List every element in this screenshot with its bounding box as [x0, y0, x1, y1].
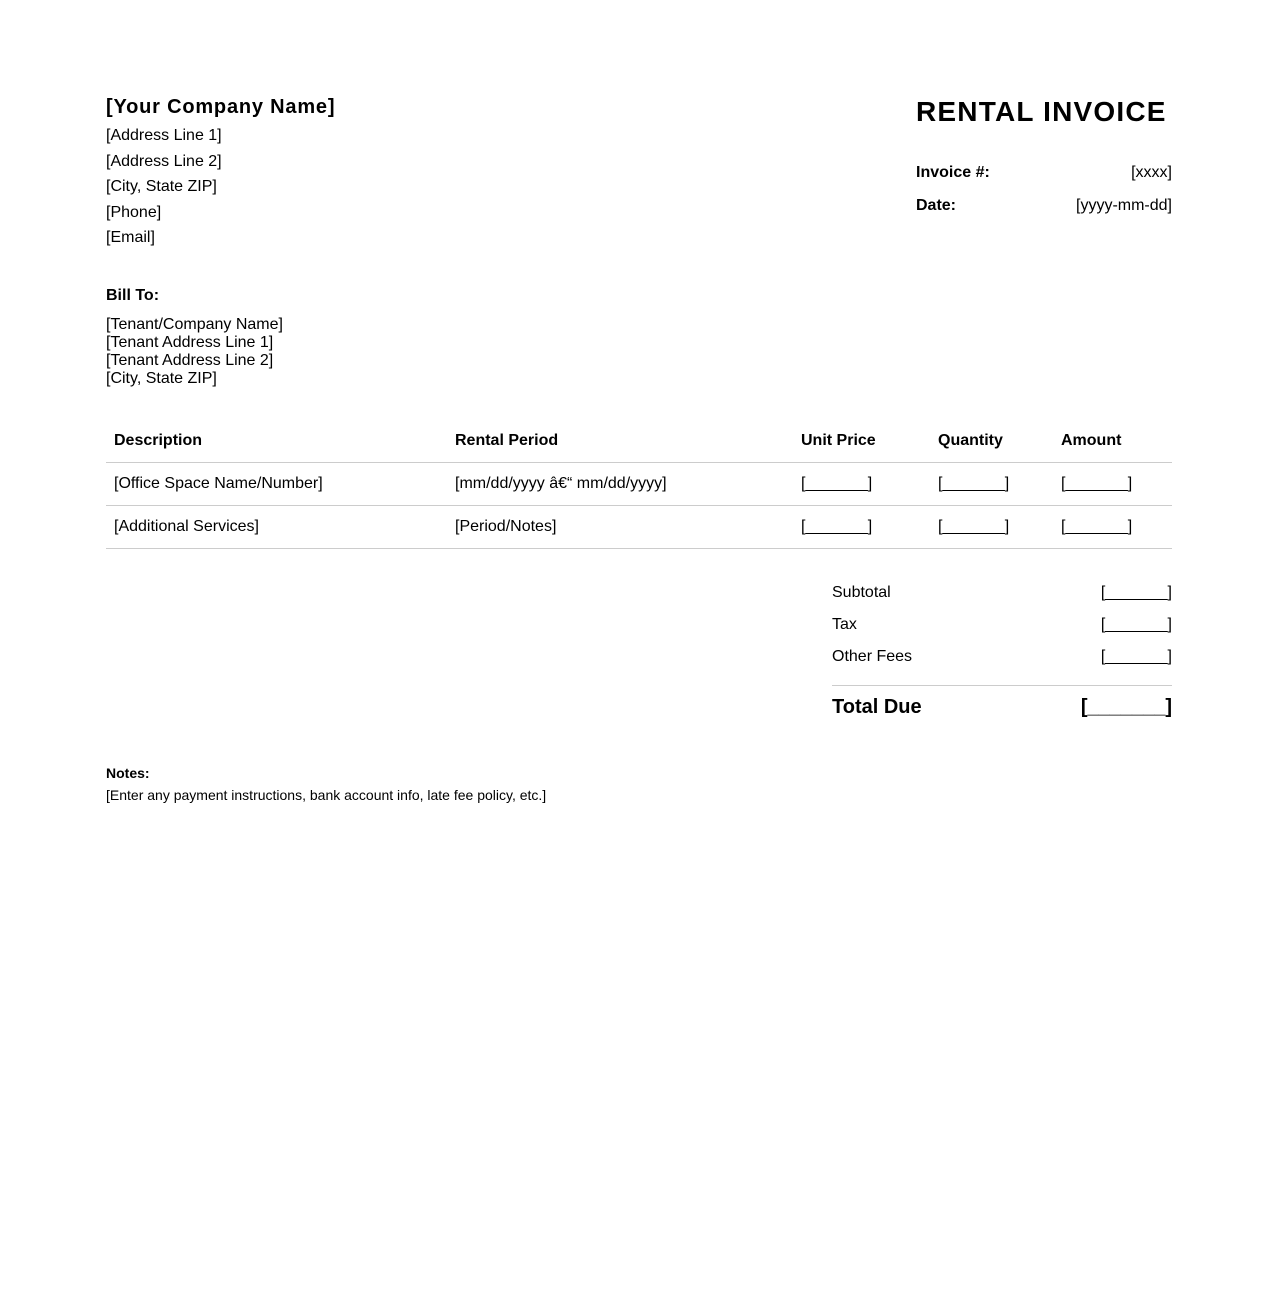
bill-to-address	[106, 316, 283, 388]
invoice-date-value: [yyyy-mm-dd]	[1076, 197, 1172, 214]
tenant-city-state-zip: [City, State ZIP]	[106, 370, 217, 387]
company-address-line-2: [Address Line 2]	[106, 153, 222, 170]
other-fees-value: [_______]	[1100, 648, 1172, 665]
total-due-label: Total Due	[832, 696, 922, 718]
invoice-number-label: Invoice #:	[916, 164, 990, 181]
cell-amount: [_______]	[1053, 463, 1172, 506]
other-fees-label: Other Fees	[832, 648, 913, 665]
invoice-number-value: [xxxx]	[1131, 164, 1172, 181]
cell-rental-period: [Period/Notes]	[447, 506, 793, 549]
cell-description: [Office Space Name/Number]	[106, 463, 447, 506]
subtotal-label: Subtotal	[832, 584, 891, 601]
cell-quantity: [_______]	[930, 463, 1053, 506]
header-amount: Amount	[1061, 431, 1122, 449]
cell-unit-price: [_______]	[793, 463, 930, 506]
company-city-state-zip: [City, State ZIP]	[106, 178, 217, 195]
other-fees-row	[832, 648, 1172, 680]
tenant-name: [Tenant/Company Name]	[106, 316, 283, 333]
table-row	[106, 506, 1172, 549]
subtotal-value: [_______]	[1100, 584, 1172, 601]
cell-description: [Additional Services]	[106, 506, 447, 549]
company-phone: [Phone]	[106, 204, 162, 221]
tenant-address-line-2: [Tenant Address Line 2]	[106, 352, 274, 369]
cell-rental-period: [mm/dd/yyyy â€“ mm/dd/yyyy]	[447, 463, 793, 506]
bill-to-label: Bill To:	[106, 287, 160, 304]
total-due-value: [_______]	[1080, 696, 1172, 718]
table-row	[106, 463, 1172, 506]
header-description: Description	[114, 431, 203, 449]
cell-unit-price: [_______]	[793, 506, 930, 549]
tax-value: [_______]	[1100, 616, 1172, 633]
header-unit-price: Unit Price	[801, 431, 876, 449]
company-email: [Email]	[106, 229, 155, 246]
notes-text: [Enter any payment instructions, bank account info, late fee policy, etc.]	[106, 787, 547, 803]
cell-quantity: [_______]	[930, 506, 1053, 549]
totals-divider	[832, 685, 1172, 686]
invoice-date-label: Date:	[916, 197, 957, 214]
subtotal-row	[832, 584, 1172, 616]
line-items-table	[106, 419, 1172, 549]
cell-amount: [_______]	[1053, 506, 1172, 549]
company-address-line-1: [Address Line 1]	[106, 127, 222, 144]
company-name: [Your Company Name]	[106, 96, 336, 118]
table-header-row	[106, 419, 1172, 463]
header-rental-period: Rental Period	[455, 431, 559, 449]
invoice-title: RENTAL INVOICE	[916, 96, 1167, 127]
tax-row	[832, 616, 1172, 648]
header-quantity: Quantity	[938, 431, 1003, 449]
notes-label: Notes:	[106, 765, 150, 781]
totals-section	[832, 584, 1172, 719]
total-due-row	[832, 696, 1172, 719]
tenant-address-line-1: [Tenant Address Line 1]	[106, 334, 274, 351]
tax-label: Tax	[832, 616, 857, 633]
